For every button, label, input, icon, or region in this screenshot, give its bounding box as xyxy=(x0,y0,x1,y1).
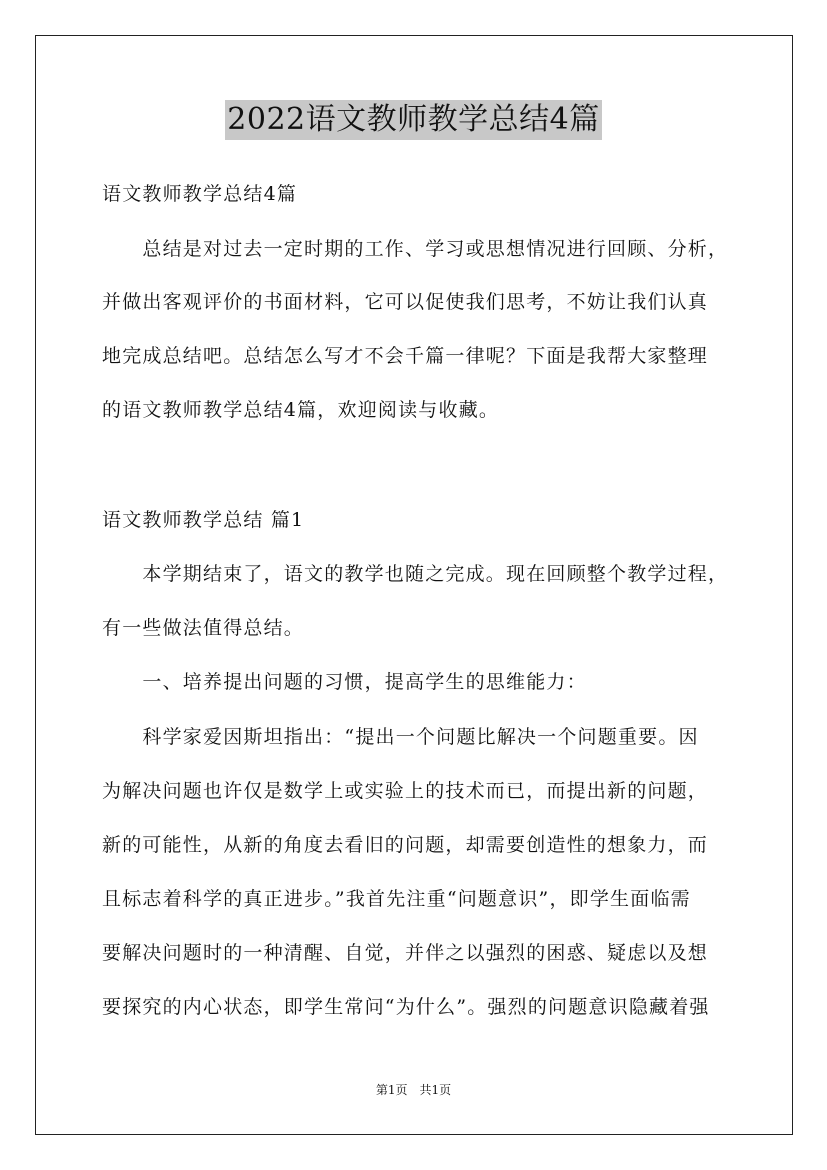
paragraph-line: 并做出客观评价的书面材料，它可以促使我们思考，不妨让我们认真 xyxy=(102,291,709,313)
paragraph-line: 科学家爱因斯坦指出：“提出一个问题比解决一个问题重要。因 xyxy=(102,726,699,748)
document-title: 2022语文教师教学总结4篇 xyxy=(225,100,601,140)
section-heading: 语文教师教学总结 篇1 xyxy=(102,509,305,531)
paragraph-line: 新的可能性，从新的角度去看旧的问题，却需要创造性的想象力，而 xyxy=(102,834,709,856)
paragraph-line: 且标志着科学的真正进步。”我首先注重“问题意识”，即学生面临需 xyxy=(102,888,691,910)
paragraph-line: 要探究的内心状态，即学生常问“为什么”。强烈的问题意识隐藏着强 xyxy=(102,996,710,1018)
doc-subtitle: 语文教师教学总结4篇 xyxy=(102,183,298,205)
paragraph-line: 一、培养提出问题的习惯，提高学生的思维能力： xyxy=(102,671,587,693)
paragraph-line: 的语文教师教学总结4篇，欢迎阅读与收藏。 xyxy=(102,399,500,421)
title-container xyxy=(0,100,827,140)
paragraph-line: 有一些做法值得总结。 xyxy=(102,617,305,639)
page-footer: 第1页 共1页 xyxy=(375,1083,452,1097)
paragraph-line: 总结是对过去一定时期的工作、学习或思想情况进行回顾、分析， xyxy=(102,238,729,260)
paragraph-line: 为解决问题也许仅是数学上或实验上的技术而已，而提出新的问题， xyxy=(102,780,709,802)
paragraph-line: 要解决问题时的一种清醒、自觉，并伴之以强烈的困惑、疑虑以及想 xyxy=(102,942,709,964)
paragraph-line: 本学期结束了，语文的教学也随之完成。现在回顾整个教学过程， xyxy=(102,563,729,585)
paragraph-line: 地完成总结吧。总结怎么写才不会千篇一律呢？下面是我帮大家整理 xyxy=(102,345,709,367)
